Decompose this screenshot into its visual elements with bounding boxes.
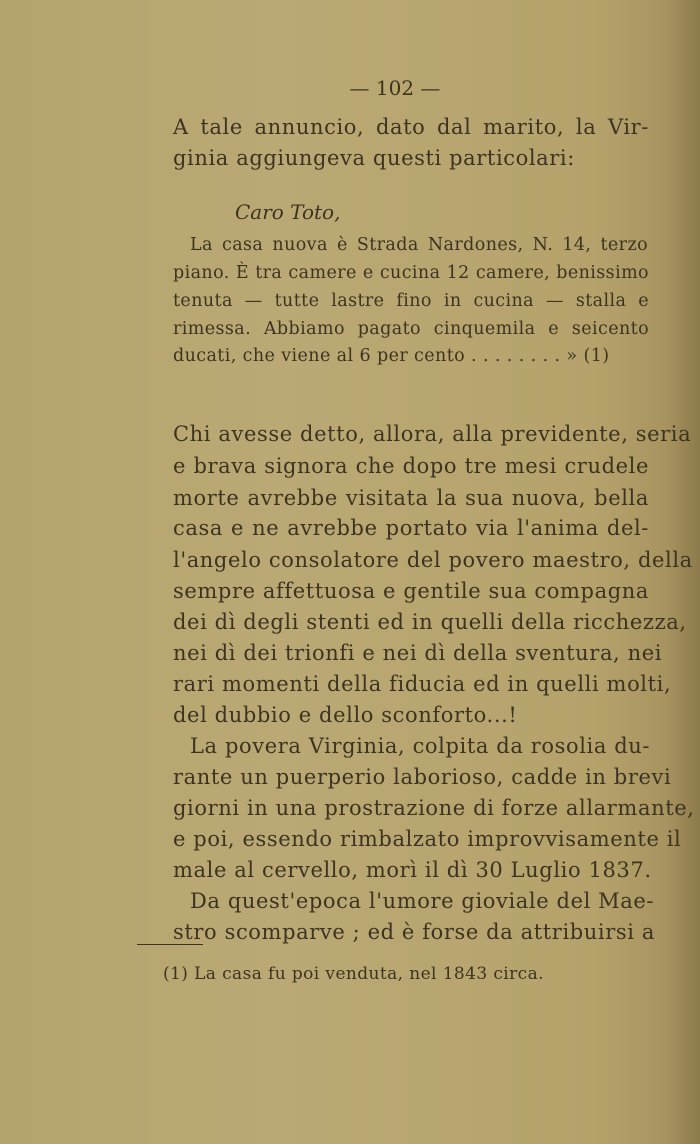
footnote: (1) La casa fu poi venduta, nel 1843 circa.: [163, 964, 544, 984]
text-line: stro scomparve ; ed è forse da attribuirsi a: [173, 920, 655, 944]
text-line: dei dì degli stenti ed in quelli della ricchezza,: [173, 610, 687, 634]
text-line: giorni in una prostrazione di forze allarmante,: [173, 796, 695, 820]
text-line: male al cervello, morì il dì 30 Luglio 1837.: [173, 858, 652, 882]
footnote-rule: [137, 944, 203, 945]
text-line: e poi, essendo rimbalzato improvvisamente il: [173, 827, 682, 851]
text-line: ginia aggiungeva questi particolari:: [173, 146, 575, 170]
letter-line: ducati, che viene al 6 per cento . . . . . . . . » (1): [173, 346, 610, 366]
page-number: — 102 —: [349, 76, 441, 100]
text-line: sempre affettuosa e gentile sua compagna: [173, 579, 649, 603]
text-line: A tale annuncio, dato dal marito, la Vir-: [173, 115, 649, 139]
text-line: Da quest'epoca l'umore gioviale del Mae-: [190, 889, 655, 913]
letter-line: tenuta — tutte lastre fino in cucina — stalla e: [173, 291, 649, 311]
letter-line: rimessa. Abbiamo pagato cinquemila e seicento: [173, 319, 649, 339]
text-line: del dubbio e dello sconforto...!: [173, 703, 518, 727]
letter-line: piano. È tra camere e cucina 12 camere, benissimo: [173, 263, 649, 283]
text-line: nei dì dei trionfi e nei dì della sventura, nei: [173, 641, 663, 665]
text-line: La povera Virginia, colpita da rosolia du-: [190, 734, 651, 758]
text-line: Chi avesse detto, allora, alla previdente, seria: [173, 422, 692, 446]
text-line: l'angelo consolatore del povero maestro, della: [173, 548, 693, 572]
text-line: rari momenti della fiducia ed in quelli molti,: [173, 672, 672, 696]
text-line: e brava signora che dopo tre mesi crudele: [173, 454, 649, 478]
text-line: casa e ne avrebbe portato via l'anima del-: [173, 516, 649, 540]
letter-salutation: Caro Toto,: [235, 200, 341, 224]
letter-line: La casa nuova è Strada Nardones, N. 14, terzo: [190, 235, 648, 255]
text-line: rante un puerperio laborioso, cadde in brevi: [173, 765, 672, 789]
text-line: morte avrebbe visitata la sua nuova, bella: [173, 486, 649, 510]
